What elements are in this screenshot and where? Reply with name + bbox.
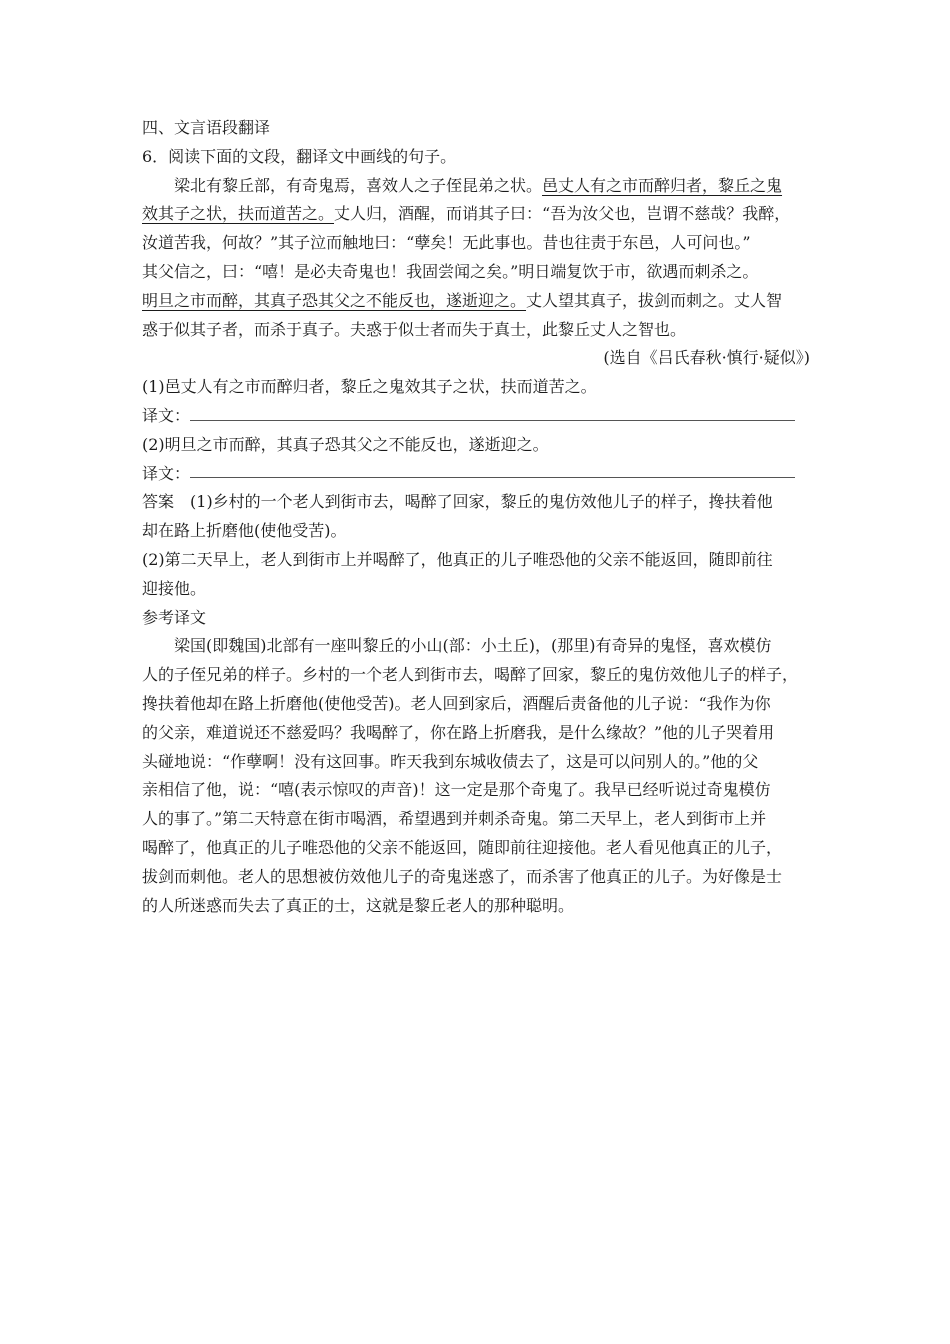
- translation-label: 译文：: [142, 463, 191, 483]
- passage-line: 惑于似其子者，而杀于真子。夫惑于似士者而失于真士，此黎丘丈人之智也。: [142, 319, 687, 339]
- underlined-sentence-1: 效其子之状，扶而道苦之。: [142, 204, 335, 224]
- reference-line: 人的事了。”第二天特意在街市喝酒，希望遇到并刺杀奇鬼。第二天早上，老人到街市上并: [142, 809, 767, 829]
- reference-line: 的人所迷惑而失去了真正的士，这就是黎丘老人的那种聪明。: [142, 895, 575, 915]
- sub-question-2: (2)明旦之市而醉，其真子恐其父之不能反也，遂逝迎之。: [142, 434, 549, 454]
- passage-line: 其父信之，曰：“嘻！是必夫奇鬼也！我固尝闻之矣。”明日端复饮于市，欲遇而刺杀之。: [142, 261, 759, 281]
- answer-blank-row-2: [142, 460, 810, 489]
- passage-line: [142, 287, 810, 316]
- question-prompt: 6．阅读下面的文段，翻译文中画线的句子。: [142, 146, 457, 166]
- reference-line: 梁国(即魏国)北部有一座叫黎丘的小山(部：小土丘)，(那里)有奇异的鬼怪，喜欢模仿: [174, 636, 772, 656]
- reference-line: 喝醉了，他真正的儿子唯恐他的父亲不能返回，随即前往迎接他。老人看见他真正的儿子，: [142, 837, 783, 857]
- reference-line: 的父亲，难道说还不慈爱吗？我喝醉了，你在路上折磨我，是什么缘故？”他的儿子哭着用: [142, 722, 775, 742]
- passage-text: 梁北有黎丘部，有奇鬼焉，喜效人之子侄昆弟之状。: [174, 175, 543, 195]
- answer-line: 迎接他。: [142, 578, 207, 598]
- document-content: [142, 114, 810, 920]
- reference-line: 头碰地说：“作孽啊！没有这回事。昨天我到东城收债去了，这是可以问别人的。”他的父: [142, 751, 759, 771]
- reference-line: 搀扶着他却在路上折磨他(使他受苦)。老人回到家后，酒醒后责备他的儿子说：“我作为你: [142, 693, 771, 713]
- passage: [142, 172, 810, 374]
- passage-line: [142, 172, 810, 201]
- answer-label: 答案: [142, 492, 175, 512]
- reference-line: 亲相信了他，说：“嘻(表示惊叹的声音)！这一定是那个奇鬼了。我早已经听说过奇鬼模仿: [142, 780, 771, 800]
- passage-text: 丈人归，酒醒，而诮其子曰：“吾为汝父也，岂谓不慈哉？我醉，: [334, 204, 791, 224]
- underlined-sentence-1: 邑丈人有之市而醉归者，黎丘之鬼: [542, 175, 783, 195]
- answer-line: [142, 488, 810, 517]
- reference-title: 参考译文: [142, 607, 207, 627]
- passage-line: 汝道苦我，何故？”其子泣而触地曰：“孽矣！无此事也。昔也往责于东邑，人可问也。”: [142, 233, 751, 253]
- answer-text: (1)乡村的一个老人到街市去，喝醉了回家，黎丘的鬼仿效他儿子的样子，搀扶着他: [190, 492, 773, 512]
- reference-line: 拔剑而刺他。老人的思想被仿效他儿子的奇鬼迷惑了，而杀害了他真正的儿子。为好像是士: [142, 866, 783, 886]
- answer-line: 却在路上折磨他(使他受苦)。: [142, 521, 347, 541]
- answer-blank-row-1: [142, 402, 810, 431]
- passage-line: [142, 200, 810, 229]
- answer-blank-line[interactable]: [190, 477, 795, 478]
- reference-line: 人的子侄兄弟的样子。乡村的一个老人到街市去，喝醉了回家，黎丘的鬼仿效他儿子的样子，: [142, 665, 799, 685]
- sub-question-1: (1)邑丈人有之市而醉归者，黎丘之鬼效其子之状，扶而道苦之。: [142, 377, 597, 397]
- translation-label: 译文：: [142, 405, 191, 425]
- passage-source: (选自《吕氏春秋·慎行·疑似》): [603, 348, 810, 368]
- section-title: 四、文言语段翻译: [142, 118, 271, 137]
- passage-text: 丈人望其真子，拔剑而刺之。丈人智: [526, 290, 783, 310]
- underlined-sentence-2: 明旦之市而醉，其真子恐其父之不能反也，遂逝迎之。: [142, 290, 527, 310]
- answer-blank-line[interactable]: [190, 420, 795, 421]
- reference-translation: [142, 632, 810, 920]
- answer-line: (2)第二天早上，老人到街市上并喝醉了，他真正的儿子唯恐他的父亲不能返回，随即前往: [142, 549, 773, 569]
